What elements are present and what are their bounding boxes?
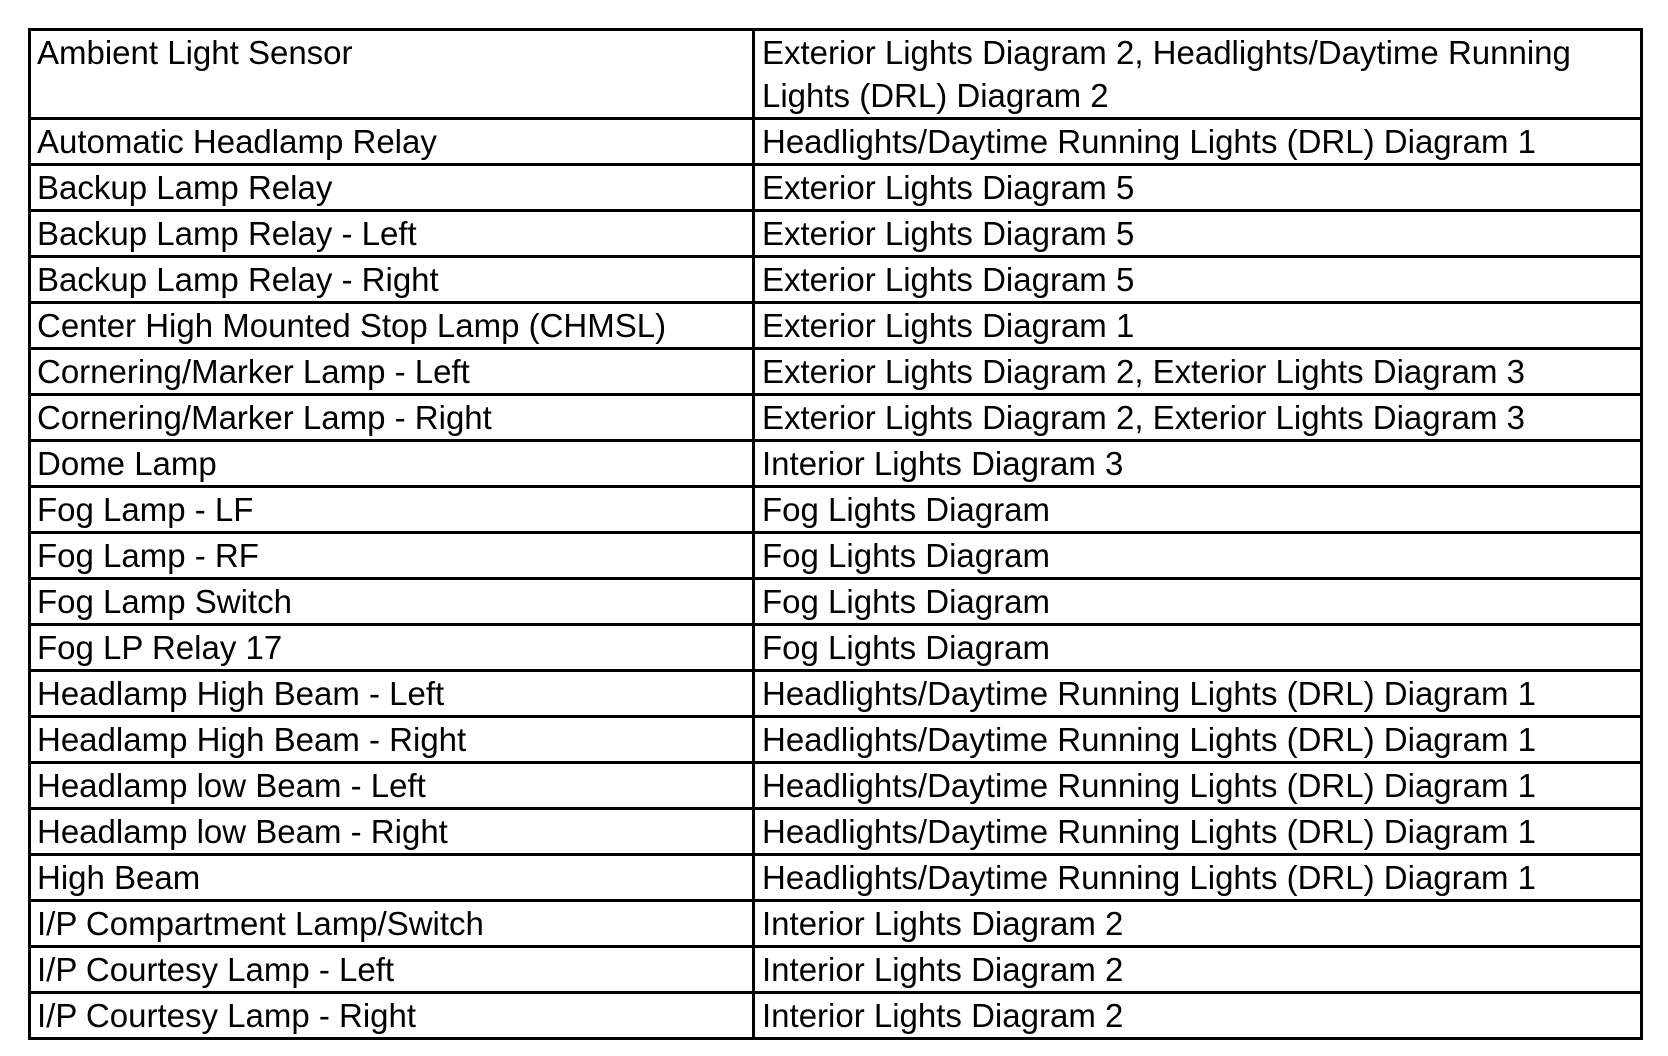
table-row [30,901,1642,947]
diagram-cell: Exterior Lights Diagram 5 [754,257,1642,303]
diagram-cell: Fog Lights Diagram [754,579,1642,625]
table-row [30,441,1642,487]
diagram-cell: Fog Lights Diagram [754,625,1642,671]
diagram-cell: Exterior Lights Diagram 2, Exterior Lights Diagram 3 [754,395,1642,441]
table-row [30,947,1642,993]
table-row [30,993,1642,1039]
component-cell: Automatic Headlamp Relay [30,119,754,165]
component-locator-table-container [28,28,1640,1040]
table-row [30,671,1642,717]
component-cell: Dome Lamp [30,441,754,487]
diagram-cell: Headlights/Daytime Running Lights (DRL) Diagram 1 [754,671,1642,717]
diagram-cell: Interior Lights Diagram 3 [754,441,1642,487]
component-cell: High Beam [30,855,754,901]
component-cell: Fog LP Relay 17 [30,625,754,671]
component-cell: Cornering/Marker Lamp - Right [30,395,754,441]
diagram-cell: Exterior Lights Diagram 5 [754,165,1642,211]
table-row [30,119,1642,165]
diagram-cell: Interior Lights Diagram 2 [754,947,1642,993]
diagram-cell: Headlights/Daytime Running Lights (DRL) Diagram 1 [754,855,1642,901]
component-cell: Ambient Light Sensor [30,30,754,119]
diagram-cell: Headlights/Daytime Running Lights (DRL) Diagram 1 [754,717,1642,763]
component-cell: Headlamp low Beam - Right [30,809,754,855]
diagram-cell: Headlights/Daytime Running Lights (DRL) Diagram 1 [754,119,1642,165]
component-cell: Headlamp High Beam - Left [30,671,754,717]
table-row [30,30,1642,119]
table-row [30,809,1642,855]
diagram-cell: Exterior Lights Diagram 2, Exterior Lights Diagram 3 [754,349,1642,395]
component-cell: Fog Lamp Switch [30,579,754,625]
component-cell: Backup Lamp Relay - Right [30,257,754,303]
table-row [30,165,1642,211]
component-locator-table [28,28,1643,1040]
component-cell: Fog Lamp - LF [30,487,754,533]
component-cell: Center High Mounted Stop Lamp (CHMSL) [30,303,754,349]
component-cell: Headlamp low Beam - Left [30,763,754,809]
table-row [30,211,1642,257]
diagram-cell: Exterior Lights Diagram 2, Headlights/Daytime Running Lights (DRL) Diagram 2 [754,30,1642,119]
table-row [30,487,1642,533]
component-cell: I/P Courtesy Lamp - Right [30,993,754,1039]
table-row [30,257,1642,303]
table-row [30,855,1642,901]
table-row [30,717,1642,763]
table-row [30,533,1642,579]
diagram-cell: Exterior Lights Diagram 5 [754,211,1642,257]
component-cell: I/P Courtesy Lamp - Left [30,947,754,993]
component-cell: Fog Lamp - RF [30,533,754,579]
component-cell: I/P Compartment Lamp/Switch [30,901,754,947]
table-row [30,625,1642,671]
diagram-cell: Fog Lights Diagram [754,533,1642,579]
table-row [30,349,1642,395]
component-cell: Backup Lamp Relay [30,165,754,211]
diagram-cell: Interior Lights Diagram 2 [754,993,1642,1039]
table-row [30,579,1642,625]
diagram-cell: Headlights/Daytime Running Lights (DRL) Diagram 1 [754,763,1642,809]
diagram-cell: Headlights/Daytime Running Lights (DRL) Diagram 1 [754,809,1642,855]
table-row [30,303,1642,349]
table-row [30,395,1642,441]
diagram-cell: Interior Lights Diagram 2 [754,901,1642,947]
diagram-cell: Fog Lights Diagram [754,487,1642,533]
component-cell: Cornering/Marker Lamp - Left [30,349,754,395]
component-cell: Backup Lamp Relay - Left [30,211,754,257]
table-row [30,763,1642,809]
component-cell: Headlamp High Beam - Right [30,717,754,763]
diagram-cell: Exterior Lights Diagram 1 [754,303,1642,349]
